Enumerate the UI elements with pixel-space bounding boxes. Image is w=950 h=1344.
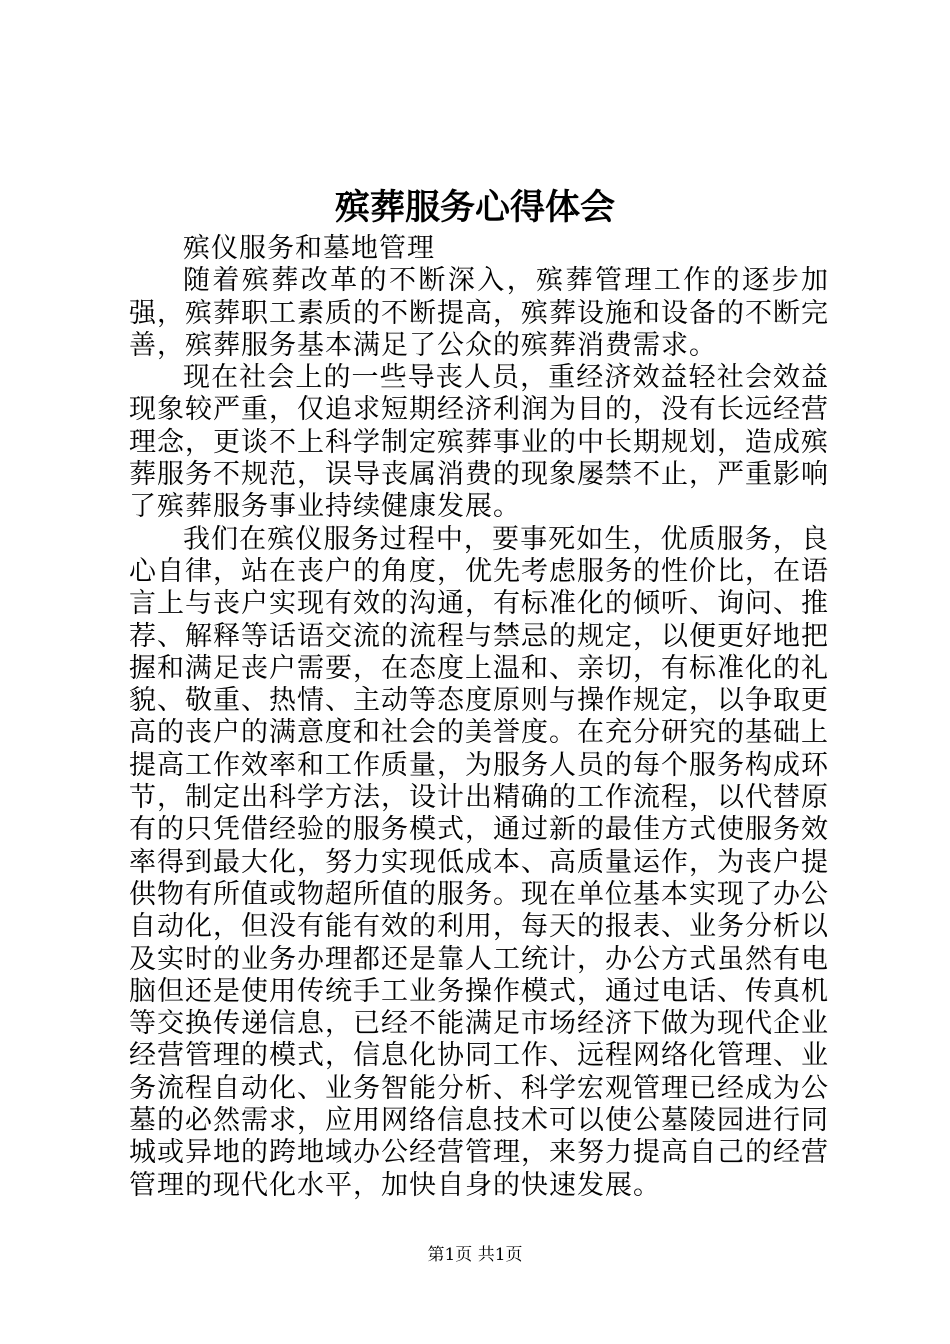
document-title: 殡葬服务心得体会 bbox=[334, 187, 615, 228]
paragraph: 随着殡葬改革的不断深入，殡葬管理工作的逐步加强，殡葬职工素质的不断提高，殡葬设施和设备的不断完善，殡葬服务基本满足了公众的殡葬消费需求。 bbox=[129, 265, 829, 361]
paragraph-subtitle: 殡仪服务和墓地管理 bbox=[183, 233, 435, 264]
paragraph: 我们在殡仪服务过程中，要事死如生，优质服务，良心自律，站在丧户的角度，优先考虑服务的性价比，在语言上与丧户实现有效的沟通，有标准化的倾听、询问、推荐、解释等话语交流的流程与禁忌的规定，以便更好地把握和满足丧户需要，在态度上温和、亲切，有标准化的礼貌、敬重、热情、主动等态度原则与操作规定，以争取更高的丧户的满意度和社会的美誉度。在充分研究的基础上提高工作效率和工作质量，为服务人员的每个服务构成环节，制定出科学方法，设计出精确的工作流程，以代替原有的只凭借经验的服务模式，通过新的最佳方式使服务效率得到最大化，努力实现低成本、高质量运作，为丧户提供物有所值或物超所值的服务。现在单位基本实现了办公自动化，但没有能有效的利用，每天的报表、业务分析以及实时的业务办理都还是靠人工统计，办公方式虽然有电脑但还是使用传统手工业务操作模式，通过电话、传真机等交换传递信息，已经不能满足市场经济下做为现代企业经营管理的模式，信息化协同工作、远程网络化管理、业务流程自动化、业务智能分析、科学宏观管理已经成为公墓的必然需求，应用网络信息技术可以使公墓陵园进行同城或异地的跨地域办公经营管理，来努力提高自己的经营管理的现代化水平，加快自身的快速发展。 bbox=[129, 523, 829, 1201]
document-body bbox=[129, 233, 829, 1202]
page-footer: 第1页 共1页 bbox=[427, 1245, 523, 1265]
paragraph: 现在社会上的一些导丧人员，重经济效益轻社会效益现象较严重，仅追求短期经济利润为目的，没有长远经营理念，更谈不上科学制定殡葬事业的中长期规划，造成殡葬服务不规范，误导丧属消费的现象屡禁不止，严重影响了殡葬服务事业持续健康发展。 bbox=[129, 362, 829, 523]
